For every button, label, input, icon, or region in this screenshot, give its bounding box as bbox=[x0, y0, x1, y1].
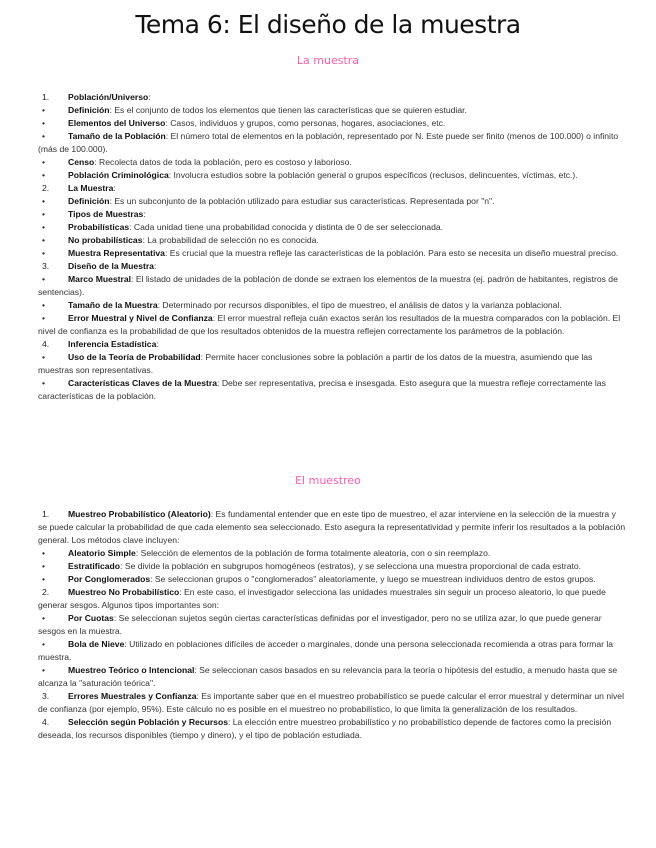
item-text: : Es fundamental entender que en este tipo de muestreo, el azar interviene en la selección de la muestra y se puede calcular la probabilidad de que cada elemento sea seleccionado. Esto asegura la representatividad y permite inferir los resultados a la población general. Los métodos clave incluyen: bbox=[38, 509, 626, 545]
item-text: : Casos, individuos y grupos, como personas, hogares, asociaciones, etc. bbox=[165, 118, 446, 128]
bullet-icon: • bbox=[42, 548, 46, 558]
item-text: : Se divide la población en subgrupos homogéneos (estratos), y se selecciona una muestra proporcional de cada estrato. bbox=[120, 561, 582, 571]
item-text: : bbox=[148, 92, 151, 102]
list-item bbox=[38, 573, 626, 586]
item-text: : La probabilidad de selección no es conocida. bbox=[142, 235, 319, 245]
section-la-muestra bbox=[38, 91, 626, 403]
list-item bbox=[38, 664, 626, 690]
item-term: Definición bbox=[68, 105, 110, 115]
bullet-icon: • bbox=[42, 574, 46, 584]
list-item bbox=[38, 91, 626, 104]
list-item bbox=[38, 156, 626, 169]
bullet-icon: • bbox=[42, 313, 46, 323]
item-text: : Cada unidad tiene una probabilidad conocida y distinta de 0 de ser seleccionada. bbox=[129, 222, 444, 232]
item-term: Errores Muestrales y Confianza bbox=[68, 691, 197, 701]
item-term: Características Claves de la Muestra bbox=[68, 378, 218, 388]
item-text: : Se seleccionan casos basados en su relevancia para la teoría o hipótesis del estudio, a menudo hasta que se alcanza la "saturación teórica". bbox=[38, 665, 618, 688]
list-number: 3. bbox=[42, 691, 50, 701]
item-term: Censo bbox=[68, 157, 95, 167]
item-term: Muestreo Probabilístico (Aleatorio) bbox=[68, 509, 211, 519]
bullet-icon: • bbox=[42, 665, 46, 675]
list-item bbox=[38, 560, 626, 573]
list-item bbox=[38, 338, 626, 351]
item-text: : bbox=[156, 339, 159, 349]
bullet-icon: • bbox=[42, 378, 46, 388]
list-number: 2. bbox=[42, 587, 50, 597]
item-text: : Es crucial que la muestra refleje las características de la población. Para esto se necesita un diseño muestral preciso. bbox=[164, 248, 619, 258]
item-text: : Recolecta datos de toda la población, pero es costoso y laborioso. bbox=[94, 157, 352, 167]
item-term: Error Muestral y Nivel de Confianza bbox=[68, 313, 213, 323]
item-term: Tamaño de la Población bbox=[68, 131, 166, 141]
list-item bbox=[38, 716, 626, 742]
bullet-icon: • bbox=[42, 131, 46, 141]
bullet-icon: • bbox=[42, 300, 46, 310]
item-text: : Determinado por recursos disponibles, el tipo de muestreo, el análisis de datos y la varianza poblacional. bbox=[157, 300, 562, 310]
list-item bbox=[38, 234, 626, 247]
section-el-muestreo bbox=[38, 508, 626, 742]
item-term: Estratificado bbox=[68, 561, 121, 571]
list-number: 1. bbox=[42, 509, 50, 519]
list-item bbox=[38, 273, 626, 299]
list-item bbox=[38, 182, 626, 195]
item-text: : Es un subconjunto de la población utilizado para estudiar sus características. Representada por "n". bbox=[109, 196, 495, 206]
item-text: : Selección de elementos de la población de forma totalmente aleatoria, con o sin reemplazo. bbox=[135, 548, 491, 558]
item-text: : bbox=[153, 261, 157, 271]
list-item bbox=[38, 117, 626, 130]
bullet-icon: • bbox=[42, 222, 46, 232]
item-term: Muestreo No Probabilístico bbox=[68, 587, 180, 597]
item-term: Por Cuotas bbox=[68, 613, 114, 623]
item-term: Tamaño de la Muestra bbox=[68, 300, 158, 310]
item-text: : Es el conjunto de todos los elementos que tienen las características que se quieren estudiar. bbox=[109, 105, 467, 115]
list-item bbox=[38, 547, 626, 560]
item-term: Inferencia Estadística bbox=[68, 339, 157, 349]
list-item bbox=[38, 612, 626, 638]
bullet-icon: • bbox=[42, 105, 46, 115]
item-text: : Se seleccionan sujetos según ciertas características definidas por el investigador, pero no se utiliza azar, lo que puede generar sesgos en la muestra. bbox=[38, 613, 602, 636]
list-number: 3. bbox=[42, 261, 50, 271]
item-term: Por Conglomerados bbox=[68, 574, 151, 584]
bullet-icon: • bbox=[42, 561, 46, 571]
list-item bbox=[38, 351, 626, 377]
bullet-icon: • bbox=[42, 274, 46, 284]
list-item bbox=[38, 169, 626, 182]
item-term: Población/Universo bbox=[68, 92, 149, 102]
list-number: 1. bbox=[42, 92, 50, 102]
item-term: La Muestra bbox=[68, 183, 114, 193]
item-term: Marco Muestral bbox=[68, 274, 132, 284]
bullet-icon: • bbox=[42, 157, 46, 167]
list-item bbox=[38, 221, 626, 234]
bullet-icon: • bbox=[42, 235, 46, 245]
item-term: Muestra Representativa bbox=[68, 248, 165, 258]
item-text: : bbox=[143, 209, 146, 219]
section-heading-el-muestreo: El muestreo bbox=[295, 474, 361, 487]
item-text: : Involucra estudios sobre la población general o grupos específicos (reclusos, delincuentes, víctimas, etc.). bbox=[168, 170, 578, 180]
item-text: : Es importante saber que en el muestreo probabilístico se puede calcular el error muestral y determinar un nivel de confianza (por ejemplo, 95%). Este cálculo no es posible en el muestreo no probabilístico, lo que limita la generalización de los resultados. bbox=[38, 691, 624, 714]
list-number: 4. bbox=[42, 717, 50, 727]
list-item bbox=[38, 638, 626, 664]
item-term: Definición bbox=[68, 196, 110, 206]
item-text: : El listado de unidades de la población de donde se extraen los elementos de la muestra (ej. padrón de habitantes, registros de sentencias). bbox=[38, 274, 618, 297]
list-item bbox=[38, 260, 626, 273]
item-text: : Debe ser representativa, precisa e insesgada. Esto asegura que la muestra refleje correctamente las características de la población. bbox=[38, 378, 606, 401]
item-term: Muestreo Teórico o Intencional bbox=[68, 665, 195, 675]
list-number: 4. bbox=[42, 339, 50, 349]
list-item bbox=[38, 104, 626, 117]
bullet-icon: • bbox=[42, 613, 46, 623]
document-title: Tema 6: El diseño de la muestra bbox=[135, 10, 521, 39]
list-item bbox=[38, 247, 626, 260]
item-term: Bola de Nieve bbox=[68, 639, 125, 649]
list-item bbox=[38, 508, 626, 547]
item-term: Selección según Población y Recursos bbox=[68, 717, 228, 727]
item-text: : El error muestral refleja cuán exactos serán los resultados de la muestra comparados con la población. El nivel de confianza es la probabilidad de que los resultados obtenidos de la muestra reflejen correctamente los parámetros de la población. bbox=[38, 313, 621, 336]
item-text: : Se seleccionan grupos o "conglomerados" aleatoriamente, y luego se muestrean individuos dentro de estos grupos. bbox=[150, 574, 596, 584]
item-term: Uso de la Teoría de Probabilidad bbox=[68, 352, 201, 362]
bullet-icon: • bbox=[42, 639, 46, 649]
item-term: Población Criminológica bbox=[68, 170, 169, 180]
item-term: Diseño de la Muestra bbox=[68, 261, 154, 271]
list-item bbox=[38, 586, 626, 612]
list-item bbox=[38, 208, 626, 221]
list-item bbox=[38, 195, 626, 208]
bullet-icon: • bbox=[42, 196, 46, 206]
item-text: : Permite hacer conclusiones sobre la población a partir de los datos de la muestra, asumiendo que las muestras son representativas. bbox=[38, 352, 593, 375]
list-number: 2. bbox=[42, 183, 50, 193]
list-item bbox=[38, 690, 626, 716]
list-item bbox=[38, 377, 626, 403]
item-term: No probabilísticas bbox=[68, 235, 143, 245]
item-text: : En este caso, el investigador selecciona las unidades muestrales sin seguir un proceso aleatorio, lo que puede generar sesgos. Algunos tipos importantes son: bbox=[38, 587, 606, 610]
bullet-icon: • bbox=[42, 118, 46, 128]
item-text: : bbox=[113, 183, 116, 193]
item-text: : Utilizado en poblaciones difíciles de acceder o marginales, donde una persona seleccionada recomienda a otras para formar la muestra. bbox=[38, 639, 614, 662]
bullet-icon: • bbox=[42, 248, 46, 258]
section-heading-la-muestra: La muestra bbox=[296, 54, 360, 67]
item-term: Elementos del Universo bbox=[68, 118, 166, 128]
list-item bbox=[38, 299, 626, 312]
item-term: Aleatorio Simple bbox=[68, 548, 136, 558]
bullet-icon: • bbox=[42, 170, 46, 180]
item-text: : El número total de elementos en la población, representado por N. Este puede ser finito (menos de 100.000) o infinito (más de 100.000). bbox=[38, 131, 619, 154]
bullet-icon: • bbox=[42, 352, 46, 362]
item-term: Tipos de Muestras bbox=[68, 209, 144, 219]
item-term: Probabilísticas bbox=[68, 222, 130, 232]
list-item bbox=[38, 312, 626, 338]
bullet-icon: • bbox=[42, 209, 46, 219]
item-text: : La elección entre muestreo probabilístico y no probabilístico depende de factores como la precisión deseada, los recursos disponibles (tiempo y dinero), y el tipo de población estudiada. bbox=[38, 717, 612, 740]
list-item bbox=[38, 130, 626, 156]
